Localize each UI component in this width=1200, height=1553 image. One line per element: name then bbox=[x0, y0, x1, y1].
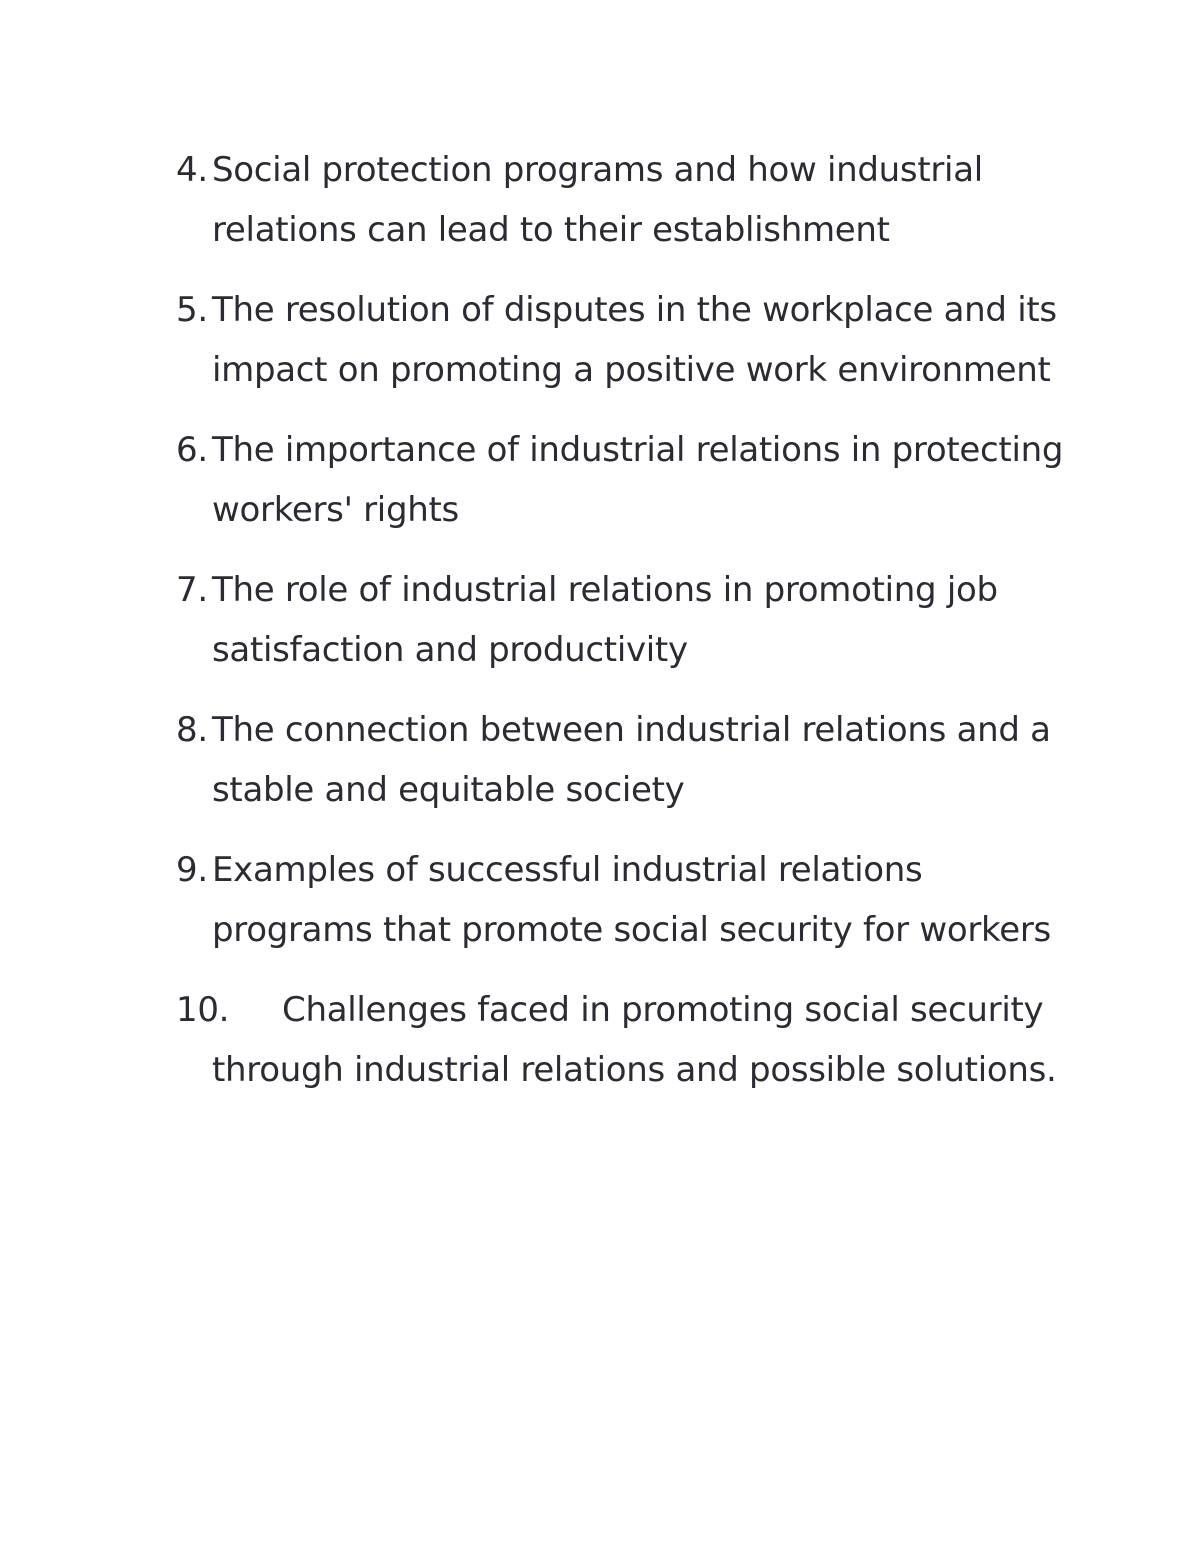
list-item bbox=[176, 280, 1076, 400]
list-item-text: The connection between industrial relations and a stable and equitable society bbox=[212, 710, 1051, 810]
list-item bbox=[176, 700, 1076, 820]
list-item-text: Challenges faced in promoting social security through industrial relations and possible solutions. bbox=[212, 990, 1057, 1090]
list-item-text: The resolution of disputes in the workplace and its impact on promoting a positive work environment bbox=[212, 290, 1057, 390]
list-item-text: The importance of industrial relations in protecting workers' rights bbox=[212, 430, 1064, 530]
list-item bbox=[176, 140, 1076, 260]
list-item-number: 7. bbox=[176, 570, 208, 610]
list-item bbox=[176, 840, 1076, 960]
list-item bbox=[176, 420, 1076, 540]
list-item-text: The role of industrial relations in promoting job satisfaction and productivity bbox=[212, 570, 998, 670]
list-item-text: Examples of successful industrial relations programs that promote social security for workers bbox=[212, 850, 1051, 950]
list-item-number: 6. bbox=[176, 430, 208, 470]
list-item-number: 10. bbox=[176, 990, 230, 1030]
numbered-list bbox=[176, 140, 1076, 1120]
list-item bbox=[176, 980, 1076, 1100]
list-item bbox=[176, 560, 1076, 680]
list-item-number: 4. bbox=[176, 150, 208, 190]
list-item-number: 9. bbox=[176, 850, 208, 890]
list-item-number: 5. bbox=[176, 290, 208, 330]
list-item-number: 8. bbox=[176, 710, 208, 750]
list-item-text: Social protection programs and how industrial relations can lead to their establishment bbox=[212, 150, 983, 250]
